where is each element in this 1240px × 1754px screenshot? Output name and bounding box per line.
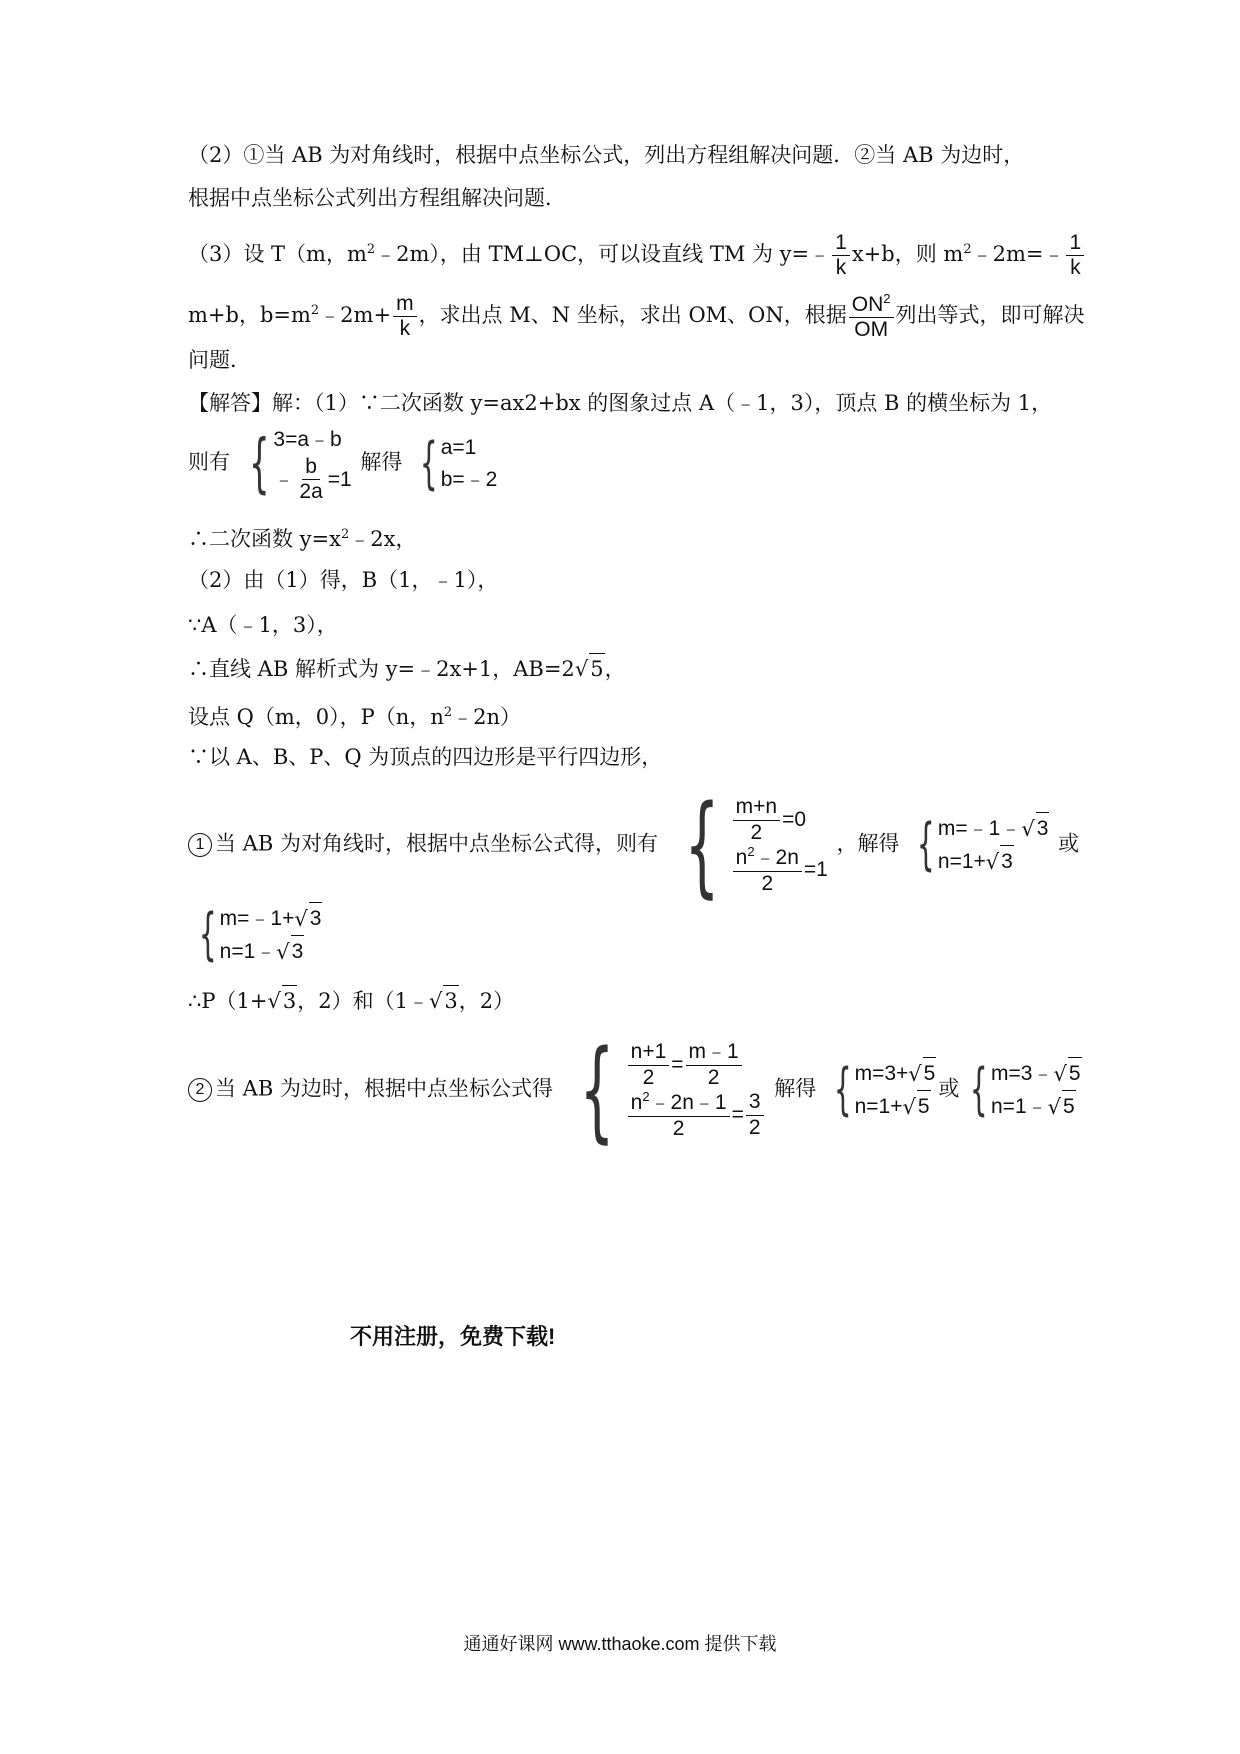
equation-system-1 xyxy=(239,424,352,503)
text: 解得 xyxy=(360,450,403,475)
superscript: 2 xyxy=(963,242,972,258)
circled-number-2: 2 xyxy=(188,1078,212,1102)
text: ﹣2m），由 TM⊥OC，可以设直线 TM 为 y=﹣ xyxy=(375,242,831,267)
numerator: 1 xyxy=(832,232,850,256)
text: ，求出点 M、N 坐标，求出 OM、ON，根据 xyxy=(418,303,847,328)
line-parallelogram: ∵以 A、B、P、Q 为顶点的四边形是平行四边形， xyxy=(188,745,663,769)
fraction-1-over-k xyxy=(832,232,850,279)
line-quadratic: ∴二次函数 $y=x^2﹣2x$， xyxy=(188,527,417,551)
equation-system-2: { $\frac{m+n}{2}$ =0 $\frac{n^2﹣2n}{2}$ =1 xyxy=(684,781,828,909)
solution-system-3: { m=﹣1+ √ 3 n=1﹣ √ 3 xyxy=(198,902,322,967)
line-analysis-2-cont: 根据中点坐标公式列出方程组解决问题． xyxy=(188,186,566,210)
system-row: 3=a﹣b xyxy=(273,428,342,451)
text: x+b，则 m xyxy=(851,242,964,267)
line-system-1 xyxy=(188,424,499,503)
line-p-result: ∴P（1+√3，2）和（1﹣√3，2） xyxy=(188,985,514,1016)
text: 列出等式，即可解决 xyxy=(895,303,1085,328)
brace: { xyxy=(248,426,270,501)
line-point-b: （2）由（1）得，B（1，﹣1）， xyxy=(188,568,499,592)
promo-text: 不用注册，免费下载! xyxy=(350,1324,556,1349)
line-ab: ∴直线 AB 解析式为 y=﹣2x+1，AB=2√5， xyxy=(188,653,626,684)
text: 则有 xyxy=(188,450,230,475)
circled-number-1: 1 xyxy=(188,833,212,857)
text: （3）设 T（m，m xyxy=(188,242,367,267)
system-row: b=﹣2 xyxy=(440,467,498,491)
fraction-m-over-k xyxy=(393,293,417,340)
text: m+b，b=m xyxy=(188,303,311,328)
numerator: m xyxy=(393,293,417,317)
line-set-points: 设点 Q（m，0），P（n，$n^2﹣2n$） xyxy=(188,705,522,729)
equation-system-3: { $\frac{n+1}{2}$ = $\frac{m﹣1}{2}$ $\frac{n^2﹣2n﹣1}{2}$ = $\frac{3}{2}$ xyxy=(562,1035,766,1145)
denominator: k xyxy=(835,256,847,280)
numerator: $ON^2$ xyxy=(849,292,894,318)
text: ﹣2m=﹣ xyxy=(971,242,1065,267)
line-case-1-alt xyxy=(188,902,324,968)
system-row: ﹣ $\frac{b}{2a}$ =1 xyxy=(273,455,352,504)
brace: { xyxy=(684,781,720,909)
system-row: a=1 xyxy=(440,435,477,459)
line-analysis-3-end: 问题． xyxy=(188,348,251,372)
solution-system-1 xyxy=(411,432,497,496)
superscript: 2 xyxy=(366,242,376,258)
denominator: OM xyxy=(854,318,889,342)
solution-system-5: { m=3﹣ √ 5 n=1﹣ √ 5 xyxy=(970,1057,1081,1122)
line-case-1: 1 当 AB 为对角线时，根据中点坐标公式得，则有 { $\frac{m+n}{2}$ =0 $\frac{n^2﹣2n}{2}$ =1 ，解得 { m=﹣1﹣ √ 3 n=1+ √ 3 或 xyxy=(188,790,1079,900)
solution-system-2: { m=﹣1﹣ √ 3 n=1+ √ 3 xyxy=(917,812,1049,877)
text: ﹣2m+ xyxy=(319,303,392,328)
brace: { xyxy=(420,430,438,496)
denominator: k xyxy=(399,317,411,341)
line-point-a: ∵A（﹣1，3）， xyxy=(188,613,338,637)
numerator: 1 xyxy=(1066,232,1084,256)
fraction-1-over-k xyxy=(1066,232,1084,279)
line-analysis-3-cont xyxy=(188,292,1085,341)
line-case-2: 2 当 AB 为边时，根据中点坐标公式得 { $\frac{n+1}{2}$ = $\frac{m﹣1}{2}$ $\frac{n^2﹣2n﹣1}{2}$ = $\frac{3}{2}$ 解得 { m=3+ √ 5 n=1+ √ 5 或 { m=3﹣ √ 5 n=1﹣ √ 5 xyxy=(188,1035,1084,1145)
fraction-on2-over-om xyxy=(849,292,894,341)
page-footer: 通通好课网 www.tthaoke.com 提供下载 xyxy=(463,1634,777,1654)
denominator: k xyxy=(1070,256,1081,280)
line-solution-1: 【解答】解：（1）∵二次函数 y=ax2+bx 的图象过点 A（﹣1，3），顶点 B 的横坐标为 1， xyxy=(188,391,1053,415)
solution-system-4: { m=3+ √ 5 n=1+ √ 5 xyxy=(833,1057,936,1122)
line-analysis-2: （2）①当 AB 为对角线时，根据中点坐标公式，列出方程组解决问题．②当 AB 为边时， xyxy=(188,143,1025,167)
line-analysis-3 xyxy=(188,232,1086,279)
superscript: 2 xyxy=(310,303,320,319)
